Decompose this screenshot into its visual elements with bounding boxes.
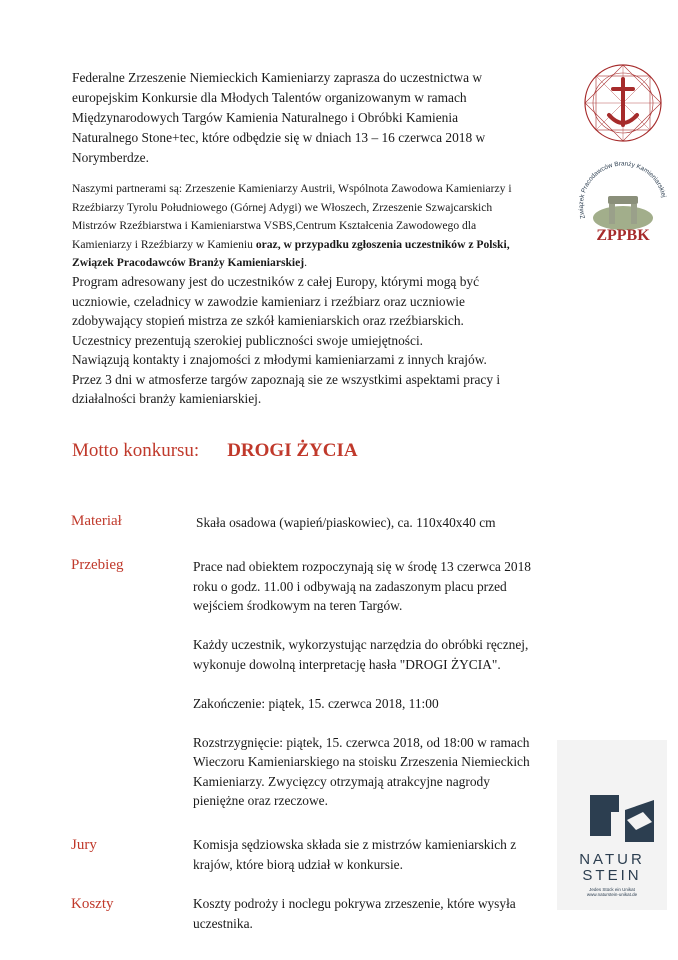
przebieg-text [193, 557, 538, 811]
koszty-text: Koszty podroży i noclegu pokrywa zrzeszenie, które wysyła uczestnika. [193, 896, 516, 931]
jury-label: Jury [71, 837, 97, 853]
partners-text: Naszymi partnerami są: Zrzeszenie Kamieniarzy Austrii, Wspólnota Zawodowa Kamieniarzy i Rzeźbiarzy Tyrolu Południowego (Górnej Adygi) we Włoszech, Zrzeszenie Szwajcarskich Mistrzów Rzeźbiarstwa i Kamieniarstwa VSBS,Centrum Kształcenia Zawodowego dla Kamieniarzy i Rzeźbiarzy w Kamieniu [72, 182, 512, 251]
przebieg-paragraph: Zakończenie: piątek, 15. czerwca 2018, 11:00 [193, 695, 439, 711]
koszty-label: Koszty [71, 896, 114, 912]
intro-paragraph: Federalne Zrzeszenie Niemieckich Kamieniarzy zaprasza do uczestnictwa w europejskim Konkursie dla Młodych Talentów organizowanym w ramach Międzynarodowych Targów Kamienia Naturalnego i Obróbki Kamienia Naturalnego Stone+tec, które odbędzie się w dniach 13 – 16 czerwca 2018 w Norymberdze. [72, 70, 486, 165]
przebieg-paragraph: Każdy uczestnik, wykorzystując narzędzia do obróbki ręcznej, wykonuje dowolną interpretację hasła "DROGI ŻYCIA". [193, 637, 529, 672]
partners-end: . [304, 256, 308, 269]
program-line: Przez 3 dni w atmosferze targów zapoznają sie ze wszystkimi aspektami pracy i działalności branży kamieniarskiej. [72, 371, 501, 406]
logo-natur: NATUR [579, 851, 645, 868]
logo-zppbk: ZPPBK [596, 227, 650, 244]
logo-arc-text: Związek Pracodawców Branży Kamieniarskiej [577, 160, 668, 220]
motto-label: Motto konkursu: [72, 440, 200, 461]
material-text: Skała osadowa (wapień/piaskowiec), ca. 110x40x40 cm [196, 515, 496, 530]
partners-paragraph [72, 180, 517, 273]
motto-title: DROGI ŻYCIA [227, 440, 358, 461]
association-logo [573, 160, 673, 260]
anchor-cross-logo [583, 63, 663, 143]
program-line: Nawiązują kontakty i znajomości z młodymi kamieniarzami z innych krajów. [72, 352, 487, 367]
program-paragraph [72, 272, 522, 409]
partners-bold-text: oraz, w przypadku zgłoszenia uczestników z Polski, Związek Pracodawców Branży Kamieniarskiej [72, 237, 510, 269]
przebieg-paragraph: Prace nad obiektem rozpoczynają się w środę 13 czerwca 2018 roku o godz. 11.00 i odbywają na zadaszonym placu przed wejściem środkowym na teren Targów. [193, 559, 531, 613]
jury-text: Komisja sędziowska składa sie z mistrzów kamieniarskich z krajów, które biorą udział w konkursie. [193, 837, 517, 872]
program-line: Uczestnicy prezentują szerokiej publiczności swoje umiejętności. [72, 332, 424, 348]
program-line: Program adresowany jest do uczestników z całej Europy, którymi mogą być uczniowie, czeladnicy w zawodzie kamieniarz i rzeźbiarz oraz uczniowie zdobywający stopień mistrza ze szkół kamieniarskich oraz rzeźbiarskich. [72, 274, 480, 328]
logo-stein: STEIN [582, 867, 642, 884]
motto-heading [72, 440, 358, 462]
logo-url: www.naturstein-unikat.de [586, 892, 638, 897]
material-label: Materiał [71, 513, 122, 529]
logo-tagline: Jedes Stück ein Unikat [589, 887, 635, 892]
przebieg-label: Przebieg [71, 557, 124, 573]
naturstein-logo [557, 740, 667, 910]
przebieg-paragraph: Rozstrzygnięcie: piątek, 15. czerwca 2018, od 18:00 w ramach Wieczoru Kamieniarskiego na stoisku Zrzeszenia Niemieckich Kamieniarzy. Zwycięzcy otrzymają atrakcyjne nagrody pieniężne oraz rzeczowe. [193, 734, 530, 808]
